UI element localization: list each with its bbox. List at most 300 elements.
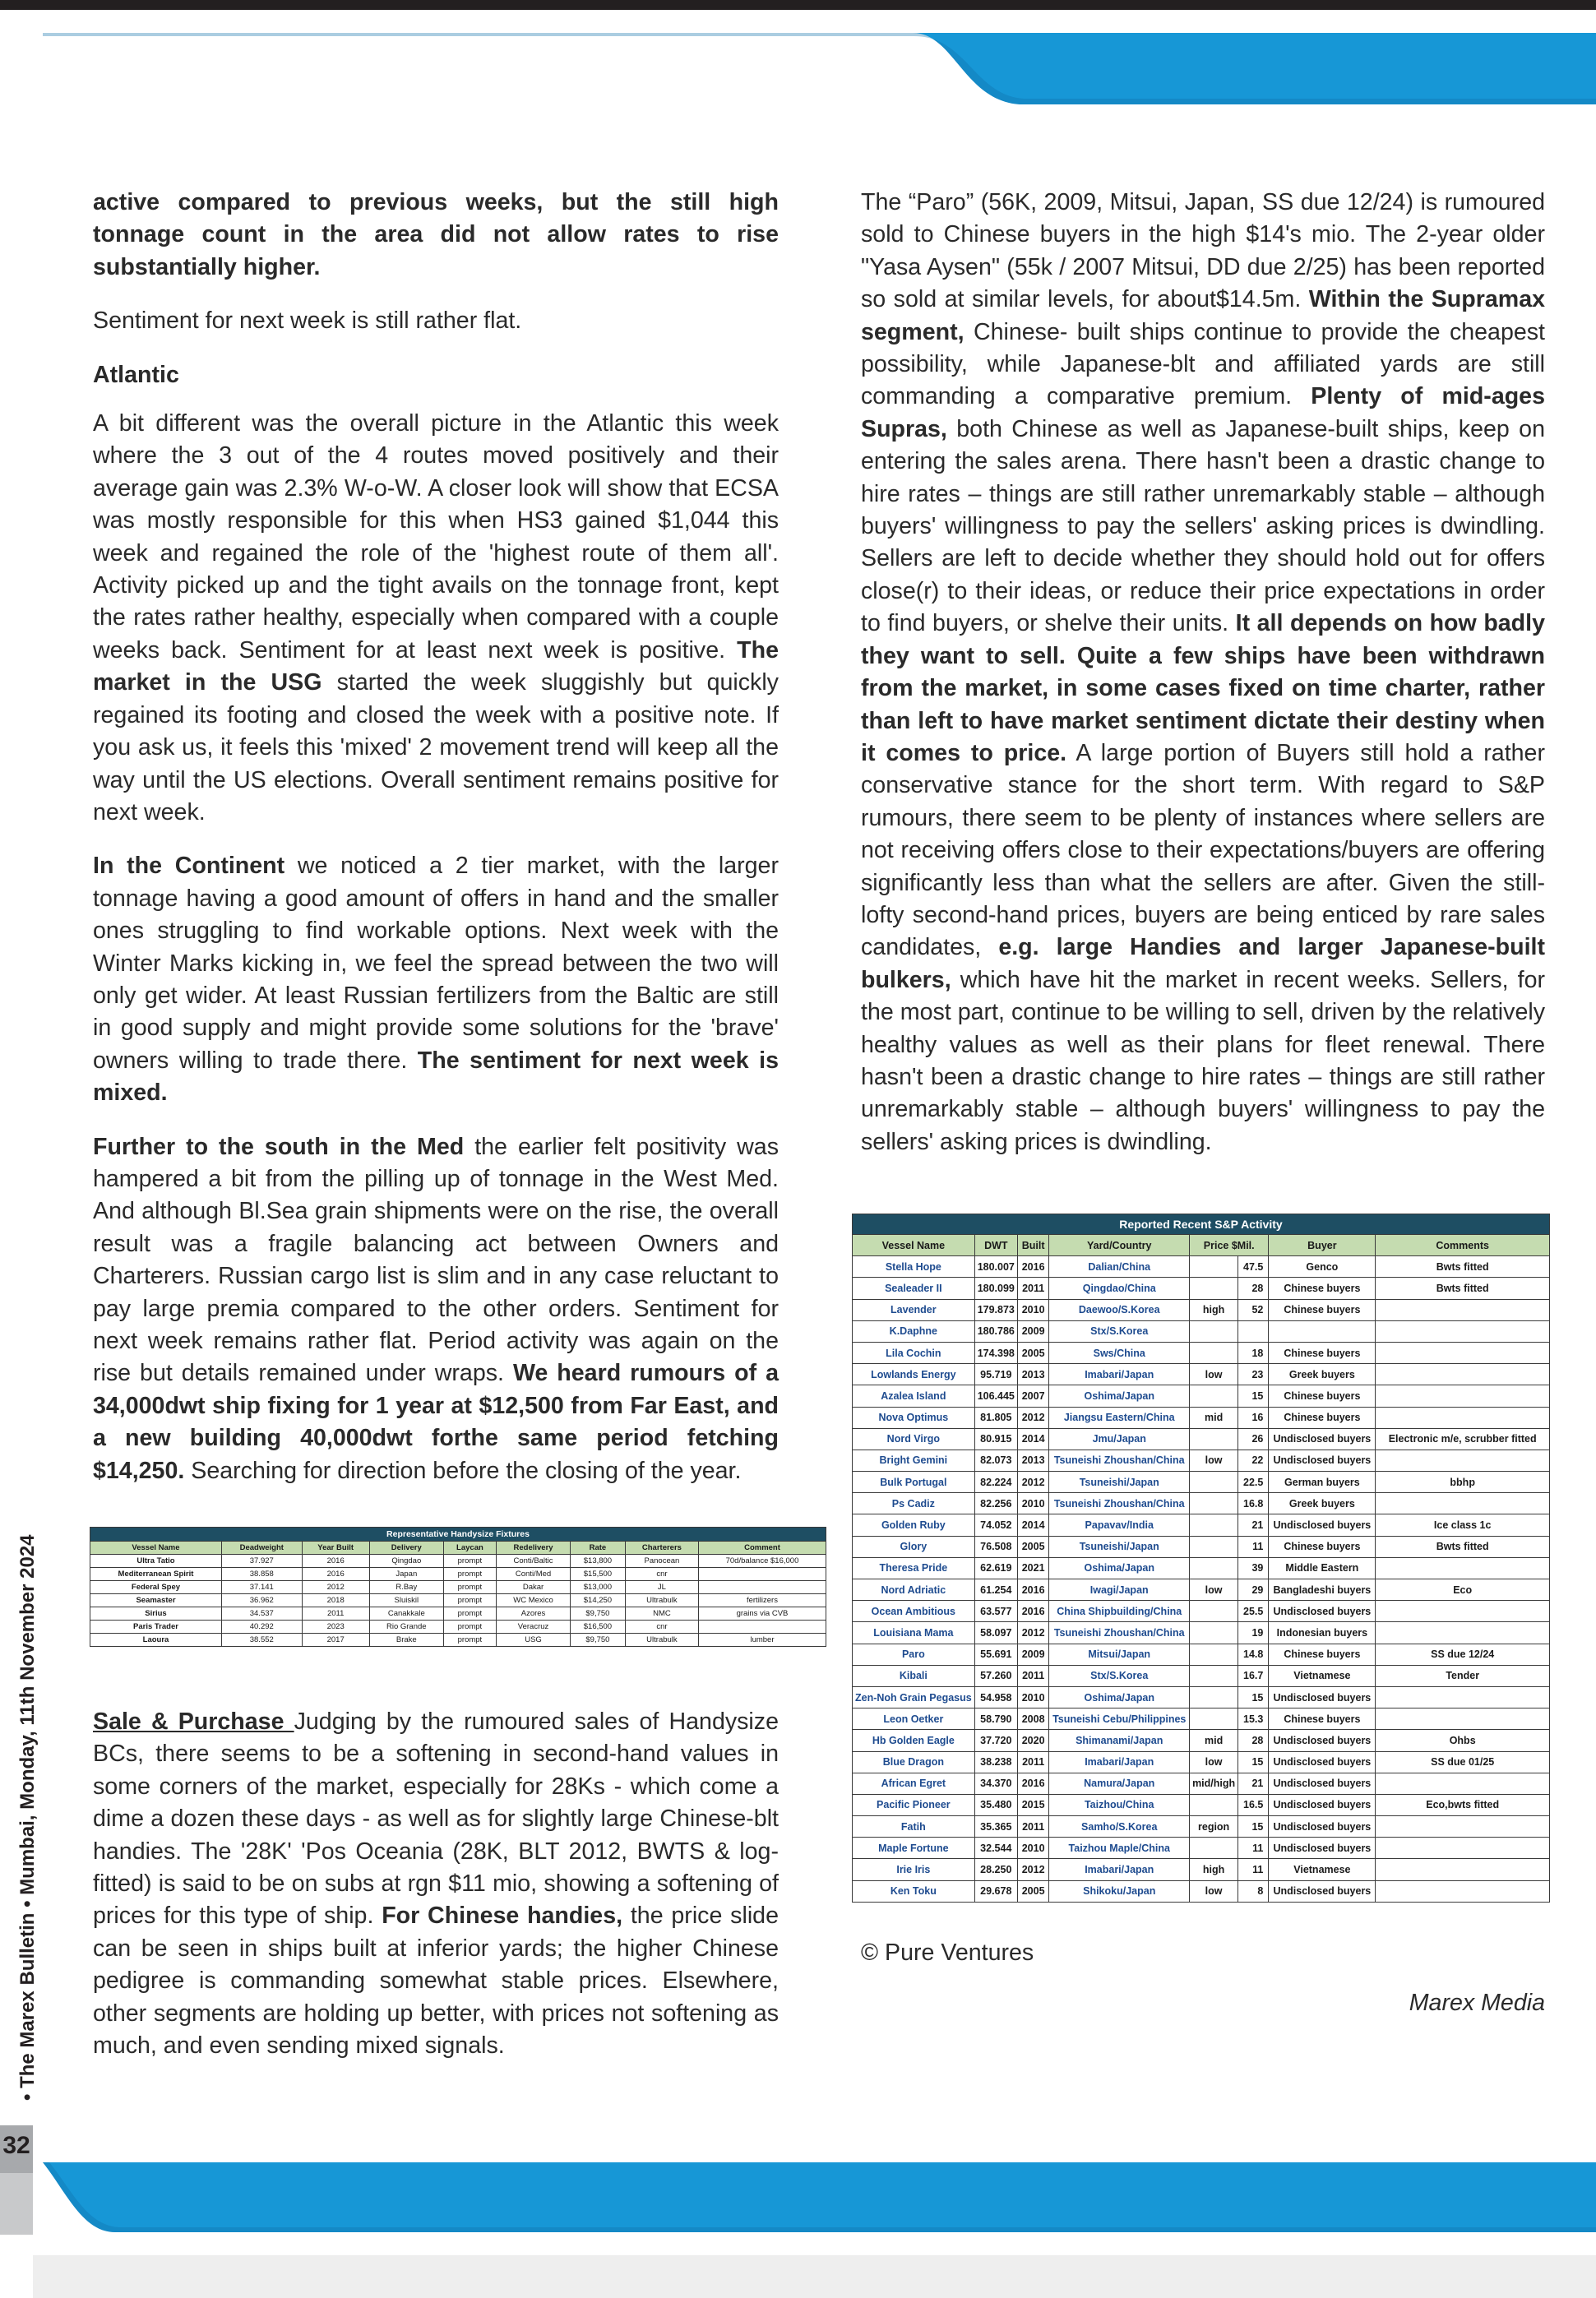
table-cell: 2010 xyxy=(1017,1838,1049,1859)
table-cell xyxy=(1190,1708,1238,1730)
table-cell: 15 xyxy=(1238,1816,1269,1838)
table-cell xyxy=(1376,1838,1550,1859)
table-row xyxy=(853,1644,1550,1665)
table-cell: low xyxy=(1190,1364,1238,1385)
table-cell: Stella Hope xyxy=(853,1256,975,1278)
table-cell: 180.099 xyxy=(974,1278,1017,1299)
table-cell: 29 xyxy=(1238,1579,1269,1601)
table-cell: 16 xyxy=(1238,1407,1269,1428)
table-cell xyxy=(1376,1407,1550,1428)
table-cell xyxy=(1376,1450,1550,1471)
column-header: Yard/Country xyxy=(1049,1235,1190,1256)
table-cell: 18 xyxy=(1238,1342,1269,1363)
table-cell xyxy=(1190,1622,1238,1644)
table-cell: $9,750 xyxy=(570,1607,625,1621)
table-cell: NMC xyxy=(625,1607,698,1621)
table-cell: Imabari/Japan xyxy=(1049,1364,1190,1385)
table-cell: Undisclosed buyers xyxy=(1269,1514,1376,1536)
paragraph: active compared to previous weeks, but the still high tonnage count in the area did not allow rates to rise substantially higher. xyxy=(93,189,779,280)
table-cell xyxy=(1376,1622,1550,1644)
table-cell: Azores xyxy=(497,1607,571,1621)
table-cell: 2015 xyxy=(1017,1794,1049,1815)
table-cell: Sealeader II xyxy=(853,1278,975,1299)
table-cell: low xyxy=(1190,1579,1238,1601)
table-cell: Oshima/Japan xyxy=(1049,1557,1190,1579)
table-cell: 22.5 xyxy=(1238,1472,1269,1493)
table-cell xyxy=(1190,1278,1238,1299)
table-cell: 2005 xyxy=(1017,1342,1049,1363)
table-cell: Daewoo/S.Korea xyxy=(1049,1299,1190,1320)
table-cell: Ice class 1c xyxy=(1376,1514,1550,1536)
table-cell: 2009 xyxy=(1017,1644,1049,1665)
table-cell xyxy=(698,1581,826,1594)
table-cell: African Egret xyxy=(853,1773,975,1794)
table-cell: 174.398 xyxy=(974,1342,1017,1363)
table-cell xyxy=(1190,1320,1238,1342)
table-title: Reported Recent S&P Activity xyxy=(853,1214,1550,1235)
table-cell: 2016 xyxy=(302,1555,369,1568)
table-cell: 2014 xyxy=(1017,1514,1049,1536)
column-header: Rate xyxy=(570,1542,625,1555)
table-cell: Irie Iris xyxy=(853,1859,975,1880)
table-cell: Tsuneishi Cebu/Philippines xyxy=(1049,1708,1190,1730)
table-cell: Conti/Med xyxy=(497,1568,571,1581)
table-cell: 76.508 xyxy=(974,1536,1017,1557)
table-cell: 62.619 xyxy=(974,1557,1017,1579)
table-row xyxy=(853,1407,1550,1428)
table-cell: Undisclosed buyers xyxy=(1269,1601,1376,1622)
table-cell: 52 xyxy=(1238,1299,1269,1320)
table-cell: 2016 xyxy=(1017,1773,1049,1794)
sale-purchase-heading: Sale & Purchase xyxy=(93,1708,294,1735)
table-cell: 38.858 xyxy=(221,1568,302,1581)
footer-blue-band xyxy=(0,2158,1596,2298)
table-cell: 2014 xyxy=(1017,1428,1049,1450)
table-cell: low xyxy=(1190,1450,1238,1471)
table-cell: $16,500 xyxy=(570,1621,625,1634)
table-cell: Electronic m/e, scrubber fitted xyxy=(1376,1428,1550,1450)
table-cell: Chinese buyers xyxy=(1269,1342,1376,1363)
column-header: Vessel Name xyxy=(853,1235,975,1256)
table-cell: 15 xyxy=(1238,1385,1269,1407)
table-cell: 63.577 xyxy=(974,1601,1017,1622)
table-cell: Bwts fitted xyxy=(1376,1278,1550,1299)
table-cell: Oshima/Japan xyxy=(1049,1686,1190,1708)
table-cell: 2011 xyxy=(1017,1751,1049,1773)
table-cell: 74.052 xyxy=(974,1514,1017,1536)
table-cell: 2018 xyxy=(302,1594,369,1607)
table-cell: USG xyxy=(497,1634,571,1647)
table-cell: Azalea Island xyxy=(853,1385,975,1407)
table-cell: 2010 xyxy=(1017,1493,1049,1514)
table-row xyxy=(853,1794,1550,1815)
table-cell: Chinese buyers xyxy=(1269,1278,1376,1299)
table-cell: 58.097 xyxy=(974,1622,1017,1644)
table-cell: Namura/Japan xyxy=(1049,1773,1190,1794)
table-cell: prompt xyxy=(443,1621,496,1634)
table-cell: Nord Adriatic xyxy=(853,1579,975,1601)
table-cell: Middle Eastern xyxy=(1269,1557,1376,1579)
table-cell: Sluiskil xyxy=(369,1594,443,1607)
table-cell: Paris Trader xyxy=(90,1621,222,1634)
table-cell: 22 xyxy=(1238,1450,1269,1471)
table-cell: $13,800 xyxy=(570,1555,625,1568)
table-cell xyxy=(1190,1342,1238,1363)
table-cell: 82.073 xyxy=(974,1450,1017,1471)
table-row xyxy=(90,1581,826,1594)
table-cell: 8 xyxy=(1238,1880,1269,1902)
table-cell: Maple Fortune xyxy=(853,1838,975,1859)
table-title: Representative Handysize Fixtures xyxy=(90,1528,826,1542)
table-cell: Indonesian buyers xyxy=(1269,1622,1376,1644)
table-cell: 58.790 xyxy=(974,1708,1017,1730)
table-cell: Shimanami/Japan xyxy=(1049,1730,1190,1751)
paragraph: Sentiment for next week is still rather flat. xyxy=(93,307,522,335)
table-cell: Mediterranean Spirit xyxy=(90,1568,222,1581)
table-cell: Lowlands Energy xyxy=(853,1364,975,1385)
table-row xyxy=(853,1751,1550,1773)
table-cell xyxy=(1376,1601,1550,1622)
table-cell: K.Daphne xyxy=(853,1320,975,1342)
table-cell xyxy=(1376,1816,1550,1838)
table-cell: Undisclosed buyers xyxy=(1269,1838,1376,1859)
table-cell: Bwts fitted xyxy=(1376,1536,1550,1557)
table-cell: Bwts fitted xyxy=(1376,1256,1550,1278)
left-column xyxy=(93,187,779,1509)
table-cell: Undisclosed buyers xyxy=(1269,1751,1376,1773)
table-row xyxy=(853,1665,1550,1686)
bulletin-running-title: • The Marex Bulletin • Mumbai, Monday, 11th November 2024 xyxy=(16,1534,39,2101)
paragraph: The “Paro” (56K, 2009, Mitsui, Japan, SS due 12/24) is rumoured sold to Chinese buyers in the high $14's mio. The 2-year older "Yasa Aysen" (55k / 2007 Mitsui, DD due 2/25) has been reported so sold at similar levels, for about$14.5m. Within the Supramax segment, Chinese- built ships continue to provide the cheapest possibility, while Japanese-blt and affiliated yards are still commanding a comparative premium. Plenty of mid-ages Supras, both Chinese as well as Japanese-built ships, keep on entering the sales arena. There hasn't been a drastic change to hire rates – things are still rather unremarkably stable – although buyers' willingness to pay the sellers' asking prices is dwindling. Sellers are left to decide whether they should hold out for offers close(r) to their ideas, or reduce their price expectations in order to find buyers, or shelve their units. It all depends on how badly they want to sell. Quite a few ships have been withdrawn from the market, in some cases fixed on time charter, rather than left to have market sentiment dictate their destiny when it comes to price. A large portion of Buyers still hold a rather conservative stance for the short term. With regard to S&P rumours, there seem to be plenty of instances where sellers are not receiving offers close to their expectations/buyers are offering significantly less than what the sellers are after. Given the still-lofty second-hand prices, buyers are being enticed by rare sales candidates, e.g. large Handies and larger Japanese-built bulkers, which have hit the market in recent weeks. Sellers, for the most part, continue to be willing to sell, driven by the relatively healthy values as well as their plans for fleet renewal. There hasn't been a drastic change to hire rates – things are still rather unremarkably stable – although buyers' willingness to pay the sellers' asking prices is dwindling. xyxy=(861,189,1546,1155)
table-cell: Canakkale xyxy=(369,1607,443,1621)
table-cell: Sws/China xyxy=(1049,1342,1190,1363)
table-cell: 11 xyxy=(1238,1536,1269,1557)
column-header: Delivery xyxy=(369,1542,443,1555)
table-row xyxy=(853,1536,1550,1557)
table-row xyxy=(853,1859,1550,1880)
table-cell: Stx/S.Korea xyxy=(1049,1665,1190,1686)
paragraph: A bit different was the overall picture in the Atlantic this week where the 3 out of the 4 routes moved positively and their average gain was 2.3% W-o-W. A closer look will show that ECSA was mostly responsible for this when HS3 gained $1,044 this week and regained the role of the 'highest route of them all'. Activity picked up and the tight avails on the tonnage front, kept the rates rather healthy, especially when compared with a couple weeks back. Sentiment for at least next week is positive. The market in the USG started the week sluggishly but quickly regained its footing and closed the week with a positive note. If you ask us, it feels this 'mixed' 2 movement trend will keep all the way until the US elections. Overall sentiment remains positive for next week. xyxy=(93,410,779,825)
table-row xyxy=(853,1385,1550,1407)
table-row xyxy=(90,1555,826,1568)
table-cell: 179.873 xyxy=(974,1299,1017,1320)
paragraph: Sale & Purchase Judging by the rumoured sales of Handysize BCs, there seems to be a softening in second-hand values in some corners of the market, especially for 28Ks - which come a dime a dozen these days - as well as for slightly large Chinese-blt handies. The '28K' 'Pos Oceania (28K, BLT 2012, BWTS & log-fitted) is said to be on subs at rgn $11 mio, showing a softening of prices for this type of ship. For Chinese handies, the price slide can be seen in ships built at inferior yards; the higher Chinese pedigree is commanding somewhat stable prices. Elsewhere, other segments are holding up better, with prices not softening as much, and even sending mixed signals. xyxy=(93,1708,779,2060)
table-cell: Jmu/Japan xyxy=(1049,1428,1190,1450)
table-cell xyxy=(1376,1686,1550,1708)
table-cell: 15 xyxy=(1238,1751,1269,1773)
table-cell: 29.678 xyxy=(974,1880,1017,1902)
table-cell: Chinese buyers xyxy=(1269,1407,1376,1428)
table-cell: 16.7 xyxy=(1238,1665,1269,1686)
table-cell: Taizhou Maple/China xyxy=(1049,1838,1190,1859)
table-cell: 2016 xyxy=(302,1568,369,1581)
table-cell: 70d/balance $16,000 xyxy=(698,1555,826,1568)
table-cell: 55.691 xyxy=(974,1644,1017,1665)
table-cell: 2005 xyxy=(1017,1536,1049,1557)
table-cell xyxy=(1376,1880,1550,1902)
table-cell: 2012 xyxy=(1017,1407,1049,1428)
table-cell: Jiangsu Eastern/China xyxy=(1049,1407,1190,1428)
table-row xyxy=(853,1557,1550,1579)
table-cell: 82.256 xyxy=(974,1493,1017,1514)
table-cell: 2012 xyxy=(1017,1859,1049,1880)
table-cell: Imabari/Japan xyxy=(1049,1751,1190,1773)
table-cell: Japan xyxy=(369,1568,443,1581)
column-header: Built xyxy=(1017,1235,1049,1256)
table-cell: Undisclosed buyers xyxy=(1269,1816,1376,1838)
table-cell: Undisclosed buyers xyxy=(1269,1450,1376,1471)
column-header: Buyer xyxy=(1269,1235,1376,1256)
table-cell: Chinese buyers xyxy=(1269,1644,1376,1665)
table-row xyxy=(853,1816,1550,1838)
left-column-bottom xyxy=(93,1706,779,2083)
table-cell: 180.786 xyxy=(974,1320,1017,1342)
table-cell: 26 xyxy=(1238,1428,1269,1450)
table-cell: 180.007 xyxy=(974,1256,1017,1278)
table-cell: Fatih xyxy=(853,1816,975,1838)
table-cell xyxy=(1190,1601,1238,1622)
header-blue-band xyxy=(0,10,1596,109)
table-cell: Laoura xyxy=(90,1634,222,1647)
table-row xyxy=(853,1622,1550,1644)
table-cell: Chinese buyers xyxy=(1269,1299,1376,1320)
table-cell: 2021 xyxy=(1017,1557,1049,1579)
table-cell: Ohbs xyxy=(1376,1730,1550,1751)
table-cell xyxy=(1190,1644,1238,1665)
sp-activity-table xyxy=(852,1214,1550,1903)
table-cell: Rio Grande xyxy=(369,1621,443,1634)
table-cell xyxy=(1190,1472,1238,1493)
table-cell: Dakar xyxy=(497,1581,571,1594)
table-cell: 38.552 xyxy=(221,1634,302,1647)
table-row xyxy=(853,1579,1550,1601)
table-cell: 2010 xyxy=(1017,1299,1049,1320)
table-row xyxy=(853,1472,1550,1493)
table-cell: Federal Spey xyxy=(90,1581,222,1594)
table-cell xyxy=(1190,1557,1238,1579)
table-cell: mid xyxy=(1190,1730,1238,1751)
table-cell: Ocean Ambitious xyxy=(853,1601,975,1622)
table-cell xyxy=(1190,1794,1238,1815)
table-cell: prompt xyxy=(443,1634,496,1647)
table-cell xyxy=(698,1621,826,1634)
table-cell: Undisclosed buyers xyxy=(1269,1773,1376,1794)
table-cell: Glory xyxy=(853,1536,975,1557)
table-cell: Papavav/India xyxy=(1049,1514,1190,1536)
table-cell: Greek buyers xyxy=(1269,1493,1376,1514)
table-cell: prompt xyxy=(443,1568,496,1581)
table-cell: Zen-Noh Grain Pegasus xyxy=(853,1686,975,1708)
table-cell xyxy=(1190,1838,1238,1859)
table-cell: Ps Cadiz xyxy=(853,1493,975,1514)
table-cell: 28 xyxy=(1238,1730,1269,1751)
table-cell: 21 xyxy=(1238,1514,1269,1536)
table-cell: low xyxy=(1190,1880,1238,1902)
table-row xyxy=(853,1686,1550,1708)
table-cell: Ultra Tatio xyxy=(90,1555,222,1568)
column-header: Redelivery xyxy=(497,1542,571,1555)
table-cell: 81.805 xyxy=(974,1407,1017,1428)
table-cell: 2011 xyxy=(1017,1665,1049,1686)
table-cell xyxy=(1376,1299,1550,1320)
table-cell: 2009 xyxy=(1017,1320,1049,1342)
handysize-fixtures-table xyxy=(90,1527,826,1647)
table-cell: Tsuneishi Zhoushan/China xyxy=(1049,1622,1190,1644)
table-cell: SS due 01/25 xyxy=(1376,1751,1550,1773)
table-row xyxy=(90,1594,826,1607)
table-cell: $13,000 xyxy=(570,1581,625,1594)
table-cell: 2016 xyxy=(1017,1601,1049,1622)
table-cell: Bright Gemini xyxy=(853,1450,975,1471)
column-header: Comments xyxy=(1376,1235,1550,1256)
table-cell: 34.537 xyxy=(221,1607,302,1621)
table-row xyxy=(90,1621,826,1634)
table-row xyxy=(853,1450,1550,1471)
table-cell: China Shipbuilding/China xyxy=(1049,1601,1190,1622)
table-row xyxy=(853,1342,1550,1363)
table-cell xyxy=(1376,1320,1550,1342)
table-cell: 32.544 xyxy=(974,1838,1017,1859)
table-cell: mid/high xyxy=(1190,1773,1238,1794)
table-cell: Nord Virgo xyxy=(853,1428,975,1450)
table-cell xyxy=(1190,1514,1238,1536)
table-cell: 2012 xyxy=(302,1581,369,1594)
table-cell: 2005 xyxy=(1017,1880,1049,1902)
table-cell: Dalian/China xyxy=(1049,1256,1190,1278)
section-heading-atlantic: Atlantic xyxy=(93,361,179,388)
table-cell: Tsuneishi Zhoushan/China xyxy=(1049,1450,1190,1471)
table-cell: Tsuneishi/Japan xyxy=(1049,1472,1190,1493)
table-cell: Blue Dragon xyxy=(853,1751,975,1773)
table-cell: prompt xyxy=(443,1581,496,1594)
table-row xyxy=(90,1634,826,1647)
table-cell: Undisclosed buyers xyxy=(1269,1880,1376,1902)
table-cell: Bulk Portugal xyxy=(853,1472,975,1493)
table-cell: 21 xyxy=(1238,1773,1269,1794)
table-cell: Eco,bwts fitted xyxy=(1376,1794,1550,1815)
table-cell: Vietnamese xyxy=(1269,1665,1376,1686)
table-cell: 80.915 xyxy=(974,1428,1017,1450)
table-cell: lumber xyxy=(698,1634,826,1647)
table-cell xyxy=(1190,1536,1238,1557)
table-row xyxy=(853,1601,1550,1622)
table-cell: $9,750 xyxy=(570,1634,625,1647)
table-cell: R.Bay xyxy=(369,1581,443,1594)
table-cell: Qingdao/China xyxy=(1049,1278,1190,1299)
table-cell: Brake xyxy=(369,1634,443,1647)
table-cell: WC Mexico xyxy=(497,1594,571,1607)
table-cell: Kibali xyxy=(853,1665,975,1686)
table-cell xyxy=(1269,1320,1376,1342)
table-cell: JL xyxy=(625,1581,698,1594)
table-cell: 57.260 xyxy=(974,1665,1017,1686)
table-cell: 2011 xyxy=(1017,1816,1049,1838)
table-cell: 37.720 xyxy=(974,1730,1017,1751)
table-row xyxy=(853,1514,1550,1536)
table-cell: Greek buyers xyxy=(1269,1364,1376,1385)
table-cell xyxy=(1376,1342,1550,1363)
table-cell xyxy=(1376,1493,1550,1514)
table-cell: Conti/Baltic xyxy=(497,1555,571,1568)
signature: Marex Media xyxy=(1409,1990,1545,2016)
table-cell xyxy=(1190,1256,1238,1278)
table-cell: prompt xyxy=(443,1594,496,1607)
table-cell: Taizhou/China xyxy=(1049,1794,1190,1815)
table-cell: 2011 xyxy=(302,1607,369,1621)
table-cell: 2017 xyxy=(302,1634,369,1647)
table-row xyxy=(90,1607,826,1621)
table-cell: Hb Golden Eagle xyxy=(853,1730,975,1751)
table-cell: 16.5 xyxy=(1238,1794,1269,1815)
column-header: Laycan xyxy=(443,1542,496,1555)
table-row xyxy=(853,1428,1550,1450)
table-row xyxy=(853,1708,1550,1730)
table-row xyxy=(853,1773,1550,1794)
table-cell xyxy=(1190,1493,1238,1514)
table-cell: bbhp xyxy=(1376,1472,1550,1493)
table-cell: 37.927 xyxy=(221,1555,302,1568)
table-cell: German buyers xyxy=(1269,1472,1376,1493)
table-cell: Pacific Pioneer xyxy=(853,1794,975,1815)
table-cell: 40.292 xyxy=(221,1621,302,1634)
table-cell: 11 xyxy=(1238,1838,1269,1859)
column-header: Comment xyxy=(698,1542,826,1555)
table-cell: Vietnamese xyxy=(1269,1859,1376,1880)
table-cell: 2023 xyxy=(302,1621,369,1634)
table-cell: 2016 xyxy=(1017,1579,1049,1601)
table-cell: 106.445 xyxy=(974,1385,1017,1407)
table-row xyxy=(853,1364,1550,1385)
table-cell: 95.719 xyxy=(974,1364,1017,1385)
table-cell: 2020 xyxy=(1017,1730,1049,1751)
table-cell xyxy=(1190,1686,1238,1708)
table-cell: Chinese buyers xyxy=(1269,1385,1376,1407)
table-cell: 47.5 xyxy=(1238,1256,1269,1278)
table-cell: Leon Oetker xyxy=(853,1708,975,1730)
table-cell: 61.254 xyxy=(974,1579,1017,1601)
table-cell: 39 xyxy=(1238,1557,1269,1579)
column-header: Price $Mil. xyxy=(1190,1235,1269,1256)
table-cell: 2007 xyxy=(1017,1385,1049,1407)
table-cell: mid xyxy=(1190,1407,1238,1428)
column-header: Charterers xyxy=(625,1542,698,1555)
table-cell: 2011 xyxy=(1017,1278,1049,1299)
table-cell xyxy=(1190,1428,1238,1450)
top-dark-rule xyxy=(0,0,1596,10)
table-cell: 28 xyxy=(1238,1278,1269,1299)
table-cell: cnr xyxy=(625,1621,698,1634)
table-cell: $15,500 xyxy=(570,1568,625,1581)
table-cell: 2012 xyxy=(1017,1622,1049,1644)
table-cell: 19 xyxy=(1238,1622,1269,1644)
table-cell: 35.365 xyxy=(974,1816,1017,1838)
table-cell: 36.962 xyxy=(221,1594,302,1607)
table-cell: fertilizers xyxy=(698,1594,826,1607)
table-cell xyxy=(1376,1773,1550,1794)
table-cell: 35.480 xyxy=(974,1794,1017,1815)
table-cell: 38.238 xyxy=(974,1751,1017,1773)
column-header: DWT xyxy=(974,1235,1017,1256)
table-cell: Chinese buyers xyxy=(1269,1536,1376,1557)
table-cell: Lila Cochin xyxy=(853,1342,975,1363)
table-cell: grains via CVB xyxy=(698,1607,826,1621)
table-cell: Oshima/Japan xyxy=(1049,1385,1190,1407)
page-number: 32 xyxy=(0,2125,33,2173)
table-cell: cnr xyxy=(625,1568,698,1581)
table-cell: 37.141 xyxy=(221,1581,302,1594)
table-cell: Theresa Pride xyxy=(853,1557,975,1579)
table-row xyxy=(853,1320,1550,1342)
